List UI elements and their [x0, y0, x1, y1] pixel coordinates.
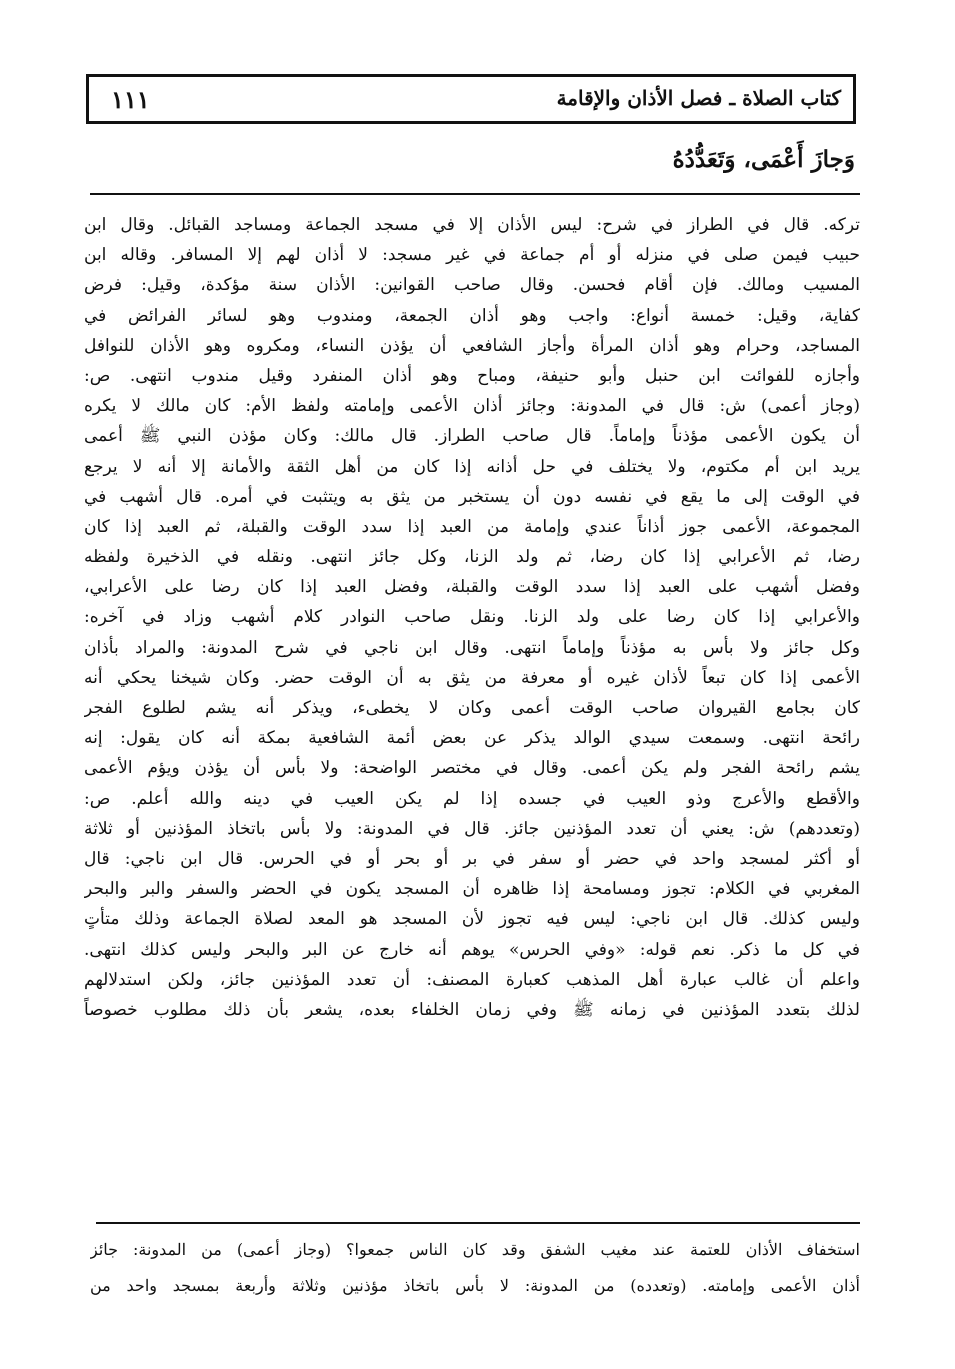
body-line: كفاية، وقيل: خمسة أنواع: واجب وهو أذان الجمعة، ومندوب وهو لسائر الفرائض في	[84, 305, 860, 326]
body-line: الأعمى إذا كان تبعاً لأذان غيره أو معرفة من يثق به أن الوقت حضر. وكان شيخنا يحكي أنه	[84, 667, 860, 688]
body-line: في الوقت إلى ما يقع في نفسه دون أن يستخبر من يثق به ويتثبت في أمره. قال أشهب في	[84, 486, 860, 507]
body-line: وليس كذلك. قال ابن ناجي: ليس فيه تجوز لأن المسجد هو المعد لصلاة الجماعة وذلك متأتٍ	[84, 909, 860, 930]
matn-divider	[90, 193, 860, 195]
footnotes	[90, 1232, 860, 1304]
body-line: واعلم أن غالب عبارة أهل المذهب كعبارة المصنف: أن تعدد المؤذنين جائز، ولكن استدلالهم	[84, 969, 860, 990]
page-number: ١١١	[111, 85, 150, 114]
body-line: يريد ابن أم مكتوم، ولا يختلف في حل أذانه إذا كان من أهل الثقة والأمانة إلا أنه لا يرجع	[84, 456, 860, 477]
body-line: (وتعددهم) ش: يعني أن تعدد المؤذنين جائز. قال في المدونة: ولا بأس باتخاذ المؤذنين أو ثلاثة	[84, 818, 860, 839]
body-line: يشم رائحة الفجر ولم يكن أعمى. وقال في مختصر الواضحة: ولا بأس أن يؤذن ويؤم الأعمى	[84, 758, 860, 779]
body-line: والأعرابي إذا كان رضا على ولد الزنا. ونقل صاحب النوادر كلام أشهب وزاد في آخره:	[84, 607, 860, 628]
body-line: وكل جائز ولا بأس به مؤذناً وإماماً انتهى. وقال ابن ناجي في شرح المدونة: والمراد بأذان	[84, 637, 860, 658]
body-line: المسيب ومالك. فإن أقام فحسن. وقال صاحب القوانين: الأذان سنة مؤكدة، وقيل: فرض	[84, 275, 860, 296]
footnote-divider	[96, 1222, 860, 1224]
body-line: وفضل أشهب على العبد إذا سدد الوقت والقبلة، وفضل العبد إذا كان رضا على الأعرابي،	[84, 577, 860, 598]
body-line: تركه. قال في الطراز في شرح: ليس الأذان إلا في مسجد الجماعة ومساجد القبائل. وقال ابن	[84, 215, 860, 235]
running-title: كتاب الصلاة ـ فصل الأذان والإقامة	[556, 86, 841, 110]
body-line: والأقطع والأعرج وذو العيب في جسده إذا لم يكن العيب في دينه والله أعلم. ص:	[84, 788, 860, 809]
body-line: (وجاز أعمى) ش: قال في المدونة: وجائز أذان الأعمى وإمامته ولفظ الأم: كان مالك لا يكره	[84, 396, 860, 417]
body-line: لذلك بتعدد المؤذنين في زمانه ﷺ وفي زمان الخلفاء بعده، يشعر بأن ذلك مطلوب خصوصاً	[84, 999, 860, 1020]
body-line: المجموعة، الأعمى جوز أذاناً عندي وإمامة من العبد إذا سدد الوقت والقبلة، ثم العبد إذا كان	[84, 516, 860, 537]
body-line: المغربي في الكلام: تجوز ومسامحة إذا ظاهره أن المسجد يكون في الحضر والسفر والبر والبحر	[84, 879, 860, 900]
commentary-body	[84, 210, 860, 1025]
page-header-box	[86, 74, 856, 124]
footnote-line: استخفاف الأذان للعتمة عند مغيب الشفق وقد كان الناس جمعوا؟ (وجاز أعمى) من المدونة: جائز	[90, 1240, 860, 1259]
body-line: كان بجامع القيروان صاحب الوقت أعمى وكان لا يخطىء، ويذكر أنه يشم لطلوع الفجر	[84, 698, 860, 718]
body-line: حبيب فيمن صلى في منزله أو أم جماعة في غير مسجد: لا أذان لهم إلا المسافر. وقاله ابن	[84, 245, 860, 266]
matn-text: وَجازَ أَعْمَى، وَتَعَدُّدُهُ	[672, 146, 855, 173]
footnote-line: أذان الأعمى وإمامته. (وتعدده) من المدونة: لا بأس باتخاذ مؤذنين وثلاثة وأربعة بمسجد واحد من	[90, 1276, 860, 1295]
body-line: المساجد، وحرام وهو أذان المرأة وأجاز الشافعي أن يؤذن النساء، ومكروه وهو الأذان للنوافل	[84, 335, 860, 356]
body-line: في كل ما ذكر. نعم قوله: «وفي الحرس» يوهم أنه خارج عن البر والبحر وليس كذلك انتهى.	[84, 939, 860, 960]
body-line: أن يكون الأعمى مؤذناً وإماماً. قال صاحب الطراز. قال مالك: وكان مؤذن النبي ﷺ أعمى	[84, 426, 860, 447]
body-line: وأجازه للفوائت ابن حنبل وأبو حنيفة، ومباح وهو أذان المنفرد وقيل مندوب انتهى. ص:	[84, 365, 860, 386]
body-line: أو أكثر لمسجد واحد في حضر أو سفر في بر أو بحر أو في الحرس. قال ابن ناجي: قال	[84, 848, 860, 869]
body-line: رائحة انتهى. وسمعت سيدي الوالد يذكر عن بعض أئمة الشافعية بمكة أنه كان يقول: إنه	[84, 728, 860, 749]
body-line: رضا، ثم الأعرابي إذا كان رضا، ثم ولد الزنا، وكل جائز انتهى. ونقله في الذخيرة ولفظه	[84, 547, 860, 568]
